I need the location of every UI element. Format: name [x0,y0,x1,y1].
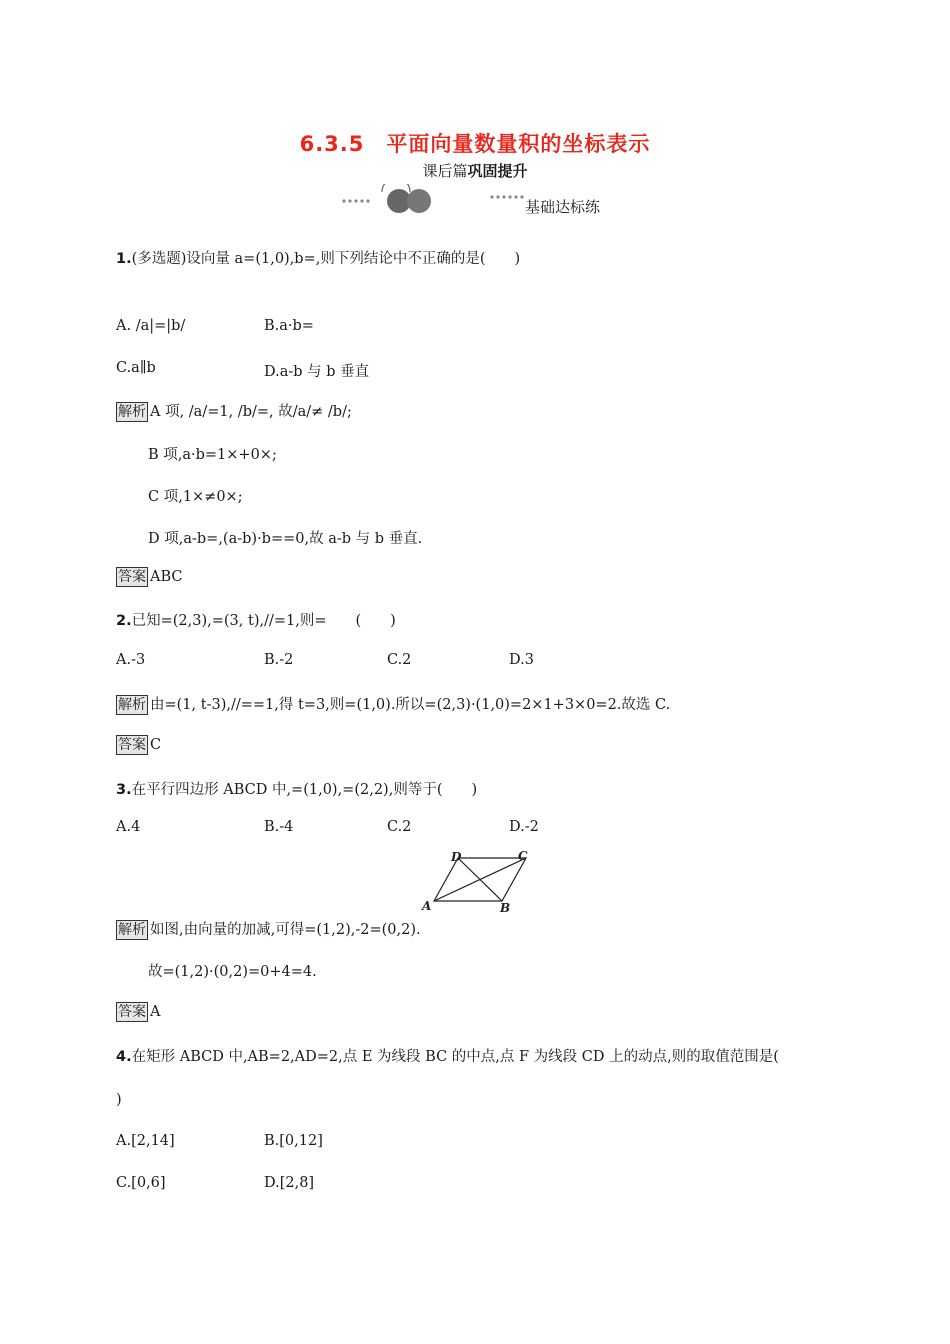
analysis-tag: 解析 [118,697,146,713]
q3-option-c: C.2 [387,819,412,835]
q3-option-d: D.-2 [509,819,539,835]
q1-option-a: A. /a|=|b/ [116,318,186,334]
answer-tag: 答案 [118,737,146,753]
page-subtitle [0,160,950,181]
vertex-label-b: B [500,901,511,914]
q3-option-b: B.-4 [264,819,294,835]
q3-analysis [116,918,421,940]
q1-analysis [116,400,352,422]
parallelogram-figure [420,848,532,914]
question-number: 3. [116,782,132,798]
question-1 [116,247,520,268]
q2-answer-value: C [150,737,162,753]
q2-option-d: D.3 [509,652,534,668]
q1-solution-line-4: D 项,a-b=,(a-b)·b==0,故 a-b 与 b 垂直. [148,531,423,547]
question-number: 4. [116,1049,132,1065]
analysis-tag: 解析 [118,404,146,420]
subtitle-bold: 巩固提升 [467,162,528,180]
q1-option-c: C.a∥b [116,360,156,376]
q4-option-c: C.[0,6] [116,1175,166,1191]
vertex-label-a: A [422,899,432,913]
q2-answer [116,735,161,755]
q4-option-d: D.[2,8] [264,1175,315,1191]
q1-option-b: B.a·b= [264,318,314,334]
q2-option-c: C.2 [387,652,412,668]
question-4-stem-continued: ) [116,1092,122,1108]
question-stem: (多选题)设向量 a=(1,0),b=,则下列结论中不正确的是( ) [131,251,521,267]
analysis-tag: 解析 [118,922,146,938]
q2-option-b: B.-2 [264,652,294,668]
question-4 [116,1045,779,1066]
q4-option-b: B.[0,12] [264,1133,323,1149]
question-number: 2. [116,613,132,629]
vertex-label-d: D [451,850,462,864]
q1-solution-line-3: C 项,1×≠0×; [148,489,243,505]
answer-tag: 答案 [118,569,146,585]
section-label: 基础达标练 [525,198,601,216]
q3-solution-line-2: 故=(1,2)·(0,2)=0+4=4. [148,964,317,980]
question-3 [116,778,477,799]
subtitle-plain: 课后篇 [422,162,468,180]
q3-answer [116,1002,160,1022]
section-decoration-icon [340,184,530,216]
diagonal-bd [458,858,502,901]
q3-solution-line-1: 如图,由向量的加减,可得=(1,2),-2=(0,2). [150,922,421,938]
q1-solution-line-1: A 项, /a/=1, /b/=, 故/a/≠ /b/; [150,404,352,420]
q4-option-a: A.[2,14] [116,1133,175,1149]
question-stem: 在矩形 ABCD 中,AB=2,AD=2,点 E 为线段 BC 的中点,点 F 为线段 CD 上的动点,则的取值范围是( [131,1049,779,1065]
q1-answer-value: ABC [150,569,183,585]
question-number: 1. [116,251,132,267]
q2-analysis [116,693,670,715]
question-2 [116,609,396,630]
question-stem: 在平行四边形 ABCD 中,=(1,0),=(2,2),则等于( ) [131,782,478,798]
vertex-label-c: C [518,849,528,863]
q3-answer-value: A [150,1004,161,1020]
q3-option-a: A.4 [116,819,141,835]
question-stem: 已知=(2,3),=(3, t),//=1,则= ( ) [131,613,396,629]
q2-solution: 由=(1, t-3),//==1,得 t=3,则=(1,0).所以=(2,3)·(1,0)=2×1+3×0=2.故选 C. [150,697,671,713]
q1-solution-line-2: B 项,a·b=1×+0×; [148,447,277,463]
q1-answer [116,567,183,587]
page-title: 6.3.5 平面向量数量积的坐标表示 [299,132,651,156]
q1-option-d: D.a-b 与 b 垂直 [264,364,370,380]
q2-option-a: A.-3 [116,652,146,668]
answer-tag: 答案 [118,1004,146,1020]
